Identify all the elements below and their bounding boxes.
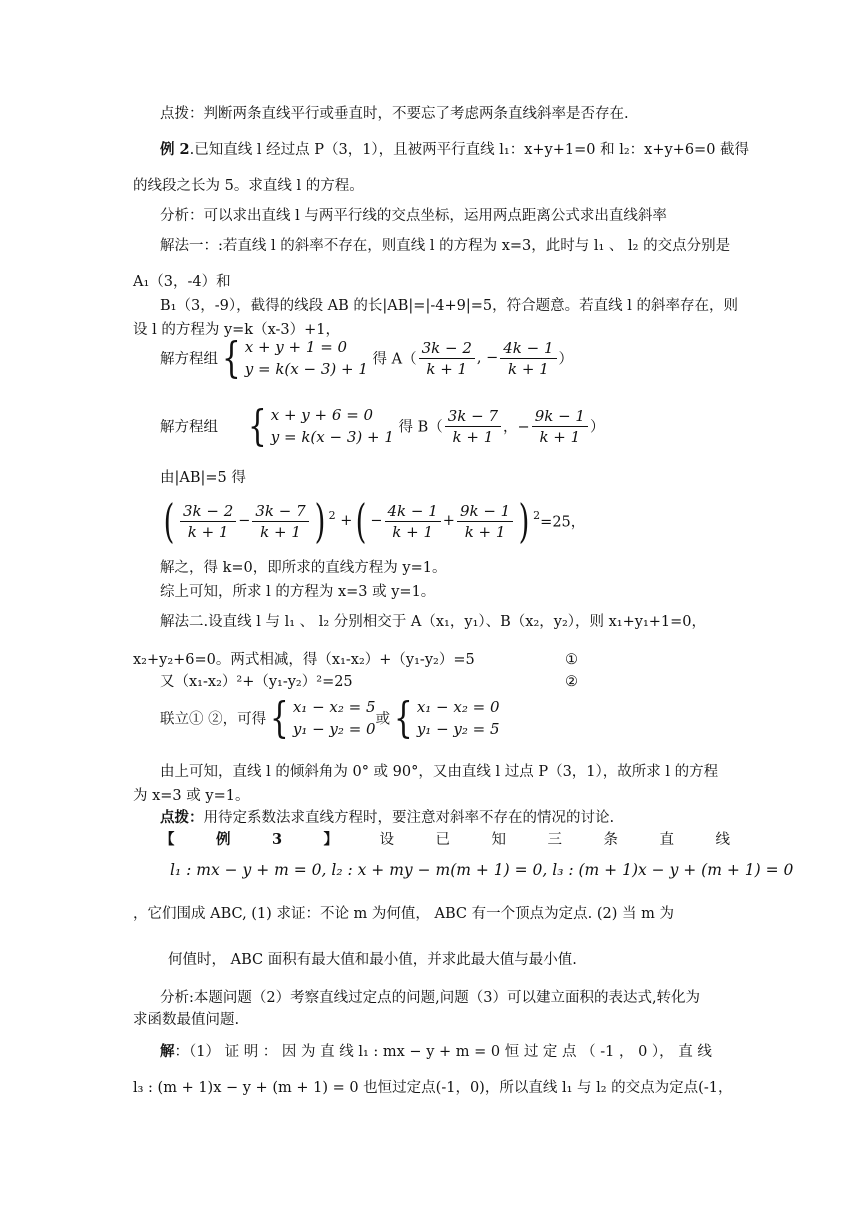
- solution-1-line-4: 设 l 的方程为 y=k（x-3）+1，: [133, 322, 341, 338]
- distance-equation: ( $\frac{3k - 2}{k + 1}$ − $\frac{3k - 7}{k + 1}$ ) $^2$ +( − $\frac{4k - 1}{k + 1}$ + $\frac{9k - 1}{k + 1}$ ) $^2$=25，: [163, 494, 586, 548]
- point-a-x-numerator: 3k − 2: [419, 338, 475, 359]
- point-a-y-denominator: k + 1: [508, 359, 549, 378]
- example-3-question-1: ，它们围成 ABC, (1) 求证：不论 m 为何值， ABC 有一个顶点为定点. (2) 当 m 为: [133, 906, 674, 922]
- marker-1: ①: [565, 652, 578, 668]
- tip-1: 点拨：判断两条直线平行或垂直时，不要忘了考虑两条直线斜率是否存在.: [160, 106, 629, 122]
- joint-brace-b: {: [394, 693, 413, 742]
- system-2-eq-2: y = k(x − 3) + 1: [270, 428, 394, 446]
- system-1-eq-2: y = k(x − 3) + 1: [244, 360, 368, 378]
- joint-prefix: 联立① ②，可得: [160, 711, 267, 728]
- solution-1-line-3: B₁（3，-9），截得的线段 AB 的长|AB|=|-4+9|=5，符合题意。若直线 l 的斜率存在，则: [160, 298, 738, 314]
- point-b-y-fraction: [532, 406, 588, 447]
- eq-fraction-4-denominator: k + 1: [464, 522, 506, 541]
- example-3-word: 三: [547, 832, 562, 848]
- system-2-brace: {: [248, 401, 267, 450]
- example-3-word: 直: [659, 832, 674, 848]
- example-3-word: 条: [603, 832, 618, 848]
- system-2-eq-1: x + y + 6 = 0: [270, 406, 374, 424]
- joint-systems: [160, 693, 500, 742]
- analysis-1: 分析：可以求出直线 l 与两平行线的交点坐标，运用两点距离公式求出直线斜率: [160, 208, 667, 224]
- distance-condition: 由|AB|=5 得: [160, 470, 246, 486]
- system-1: 解方程组{ x + y + 1 = 0 y = k(x − 3) + 1 得 A（ $\frac{3k - 2}{k + 1}$ , − $\frac{4k - 1}{k + 1}$ ）: [160, 333, 574, 382]
- eq-fraction-3: [385, 501, 441, 542]
- example-2-label: 例 2: [160, 141, 190, 158]
- example-2-line-2: 的线段之长为 5。求直线 l 的方程。: [133, 178, 364, 194]
- example-3-word: 设: [379, 832, 395, 848]
- eq-fraction-2-numerator: 3k − 7: [252, 501, 308, 522]
- analysis-3-line-2: 求函数最值问题.: [133, 1012, 240, 1028]
- example-3-word: 线: [715, 832, 730, 848]
- example-3-question-2: 何值时， ABC 面积有最大值和最小值，并求此最大值与最小值.: [168, 952, 577, 968]
- right-paren-2: ): [518, 494, 530, 548]
- system-2-result: 得 B（: [398, 419, 443, 436]
- joint-or: 或: [375, 711, 391, 728]
- tip-2: [160, 808, 614, 828]
- joint-b-eq-1: x₁ − x₂ = 0: [416, 698, 500, 716]
- marker-2: ②: [565, 674, 578, 690]
- solution-2-line-3: 又（x₁-x₂）²+（y₁-y₂）²=25: [160, 674, 353, 690]
- system-2-prefix: 解方程组: [160, 419, 218, 436]
- eq-rhs: =25，: [540, 514, 586, 531]
- joint-a-eq-2: y₁ − y₂ = 0: [292, 720, 376, 738]
- eq-fraction-3-numerator: 4k − 1: [385, 501, 441, 522]
- example-3-word: 例: [215, 831, 231, 848]
- example-3-word: 】: [323, 831, 339, 848]
- solution-2-conclusion-2: 为 x=3 或 y=1。: [133, 788, 250, 804]
- solve-k: 解之，得 k=0，即所求的直线方程为 y=1。: [160, 560, 447, 576]
- example-2-line-1: [160, 140, 749, 160]
- point-a-y-numerator: 4k − 1: [500, 338, 556, 359]
- eq-fraction-4-numerator: 9k − 1: [457, 501, 513, 522]
- example-3-word: 3: [271, 831, 283, 848]
- point-b-x-denominator: k + 1: [452, 427, 494, 446]
- system-1-eq-1: x + y + 1 = 0: [244, 338, 348, 356]
- point-b-x-numerator: 3k − 7: [445, 406, 501, 427]
- eq-fraction-2: [252, 501, 308, 542]
- system-1-brace: {: [222, 333, 241, 382]
- conclusion-1: 综上可知，所求 l 的方程为 x=3 或 y=1。: [160, 584, 436, 600]
- joint-b-eq-2: y₁ − y₂ = 5: [416, 720, 500, 738]
- system-1-prefix: 解方程组: [160, 351, 218, 368]
- analysis-3-line-1: 分析:本题问题（2）考察直线过定点的问题,问题（3）可以建立面积的表达式,转化为: [160, 990, 701, 1006]
- joint-brace-a: {: [270, 693, 289, 742]
- system-2-equations: [271, 404, 394, 448]
- system-1-equations: [245, 336, 368, 380]
- solution-2-conclusion-1: 由上可知，直线 l 的倾斜角为 0° 或 90°，又由直线 l 过点 P（3，1），故所求 l 的方程: [160, 764, 719, 780]
- left-paren-1: (: [163, 494, 175, 548]
- eq-fraction-1-denominator: k + 1: [187, 522, 229, 541]
- solution-3-line-1: [160, 1042, 712, 1062]
- solution-2-line-1: 解法二.设直线 l 与 l₁ 、 l₂ 分别相交于 A（x₁，y₁）、B（x₂，y₂），则 x₁+y₁+1=0，: [160, 614, 707, 630]
- example-3-word: 已: [435, 832, 451, 848]
- left-paren-2: (: [355, 494, 367, 548]
- joint-system-a: [293, 696, 376, 740]
- point-b-y-denominator: k + 1: [539, 427, 581, 446]
- point-a-y-fraction: [500, 338, 556, 379]
- solution-1-line-2: A₁（3，-4）和: [133, 274, 231, 290]
- system-1-result: 得 A（: [372, 351, 417, 368]
- tip-2-text: 用待定系数法求直线方程时，要注意对斜率不存在的情况的讨论.: [203, 810, 615, 826]
- example-3-lines: l₁ : mx − y + m = 0, l₂ : x + my − m(m + 1) = 0, l₃ : (m + 1)x − y + (m + 1) = 0: [170, 861, 794, 879]
- system-2: 解方程组 { x + y + 6 = 0 y = k(x − 3) + 1 得 B（ $\frac{3k - 7}{k + 1}$ ，− $\frac{9k - 1}{k + 1}$ ）: [160, 401, 605, 450]
- joint-a-eq-1: x₁ − x₂ = 5: [292, 698, 376, 716]
- point-b-x-fraction: [445, 406, 501, 447]
- solution-2-line-2: x₂+y₂+6=0。两式相减，得（x₁-x₂）+（y₁-y₂）=5: [133, 652, 475, 668]
- example-3-word: 知: [491, 832, 506, 848]
- eq-fraction-1: [180, 501, 236, 542]
- eq-fraction-2-denominator: k + 1: [260, 522, 301, 541]
- tip-2-label: 点拨：: [160, 809, 204, 826]
- point-a-x-fraction: [419, 338, 475, 379]
- example-3-word: 【: [160, 831, 175, 848]
- right-paren-1: ): [314, 494, 326, 548]
- point-a-x-denominator: k + 1: [426, 359, 468, 378]
- solution-3-label: 解: [160, 1043, 175, 1060]
- eq-fraction-3-denominator: k + 1: [392, 522, 434, 541]
- solution-1-line-1: 解法一：:若直线 l 的斜率不存在，则直线 l 的方程为 x=3，此时与 l₁ 、 l₂ 的交点分别是: [160, 238, 731, 254]
- solution-3-text-1: ：（1） 证 明 ： 因 为 直 线 l₁ : mx − y + m = 0 恒 过 定 点 （ -1 ， 0 ）， 直 线: [174, 1044, 712, 1060]
- example-3-heading: [160, 830, 730, 850]
- eq-fraction-1-numerator: 3k − 2: [180, 501, 236, 522]
- eq-fraction-4: [457, 501, 513, 542]
- example-2-text: .已知直线 l 经过点 P（3，1），且被两平行直线 l₁：x+y+1=0 和 l₂：x+y+6=0 截得: [189, 142, 750, 158]
- solution-3-line-2: l₃ : (m + 1)x − y + (m + 1) = 0 也恒过定点(-1，0)，所以直线 l₁ 与 l₂ 的交点为定点(-1，: [133, 1080, 733, 1096]
- joint-system-b: [417, 696, 500, 740]
- point-b-y-numerator: 9k − 1: [532, 406, 588, 427]
